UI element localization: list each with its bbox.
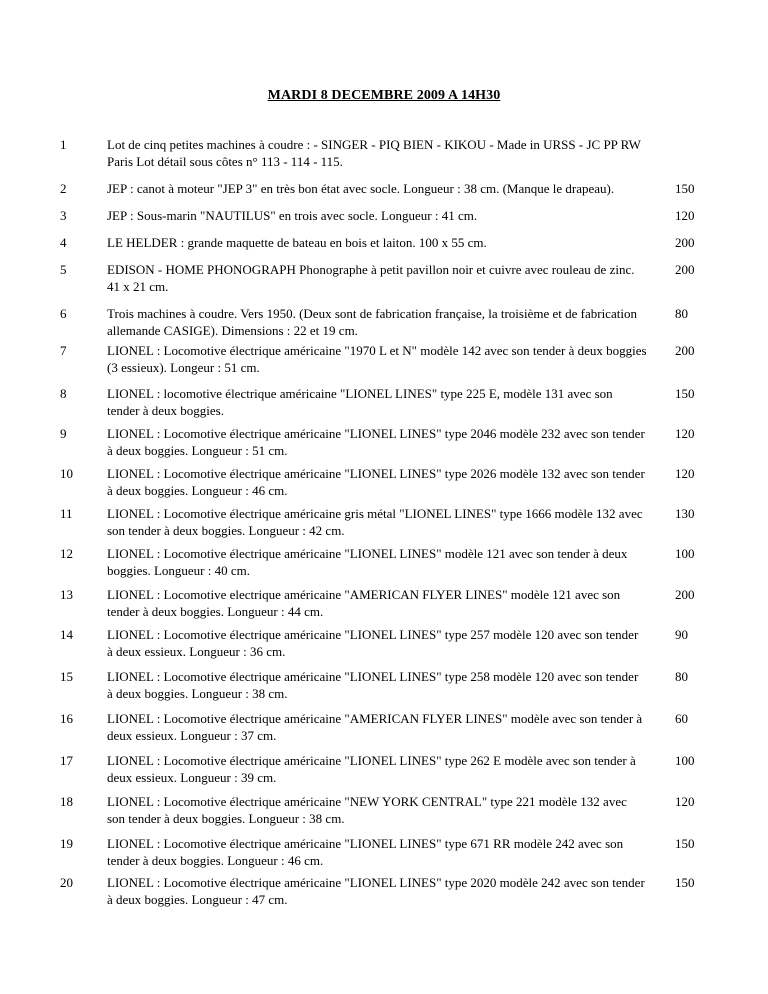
lot-description: LIONEL : Locomotive électrique américaine "LIONEL LINES" type 258 modèle 120 avec son tender à deux boggies. Longueur : 38 cm. bbox=[107, 669, 639, 701]
lot-number: 12 bbox=[60, 546, 73, 561]
lot-description: LIONEL : Locomotive électrique américaine "1970 L et N" modèle 142 avec son tender à deux boggies (3 essieux). Longeur : 51 cm. bbox=[107, 343, 647, 375]
lot-number: 19 bbox=[60, 836, 73, 851]
lot-estimate: 200 bbox=[675, 235, 695, 250]
lot-number: 8 bbox=[60, 386, 67, 401]
lot-number: 13 bbox=[60, 587, 73, 602]
lot-description: LIONEL : Locomotive électrique américaine gris métal "LIONEL LINES" type 1666 modèle 132 avec son tender à deux boggies. Longueur : 42 cm. bbox=[107, 506, 643, 538]
lot-number: 9 bbox=[60, 426, 67, 441]
lot-description: EDISON - HOME PHONOGRAPH Phonographe à petit pavillon noir et cuivre avec rouleau de zinc. 41 x 21 cm. bbox=[107, 262, 635, 294]
lot-description: LE HELDER : grande maquette de bateau en bois et laiton. 100 x 55 cm. bbox=[107, 235, 487, 250]
lot-number: 20 bbox=[60, 875, 73, 890]
lot-description: LIONEL : Locomotive électrique américaine "NEW YORK CENTRAL" type 221 modèle 132 avec son tender à deux boggies. Longueur : 38 cm. bbox=[107, 794, 627, 826]
lot-description: LIONEL : Locomotive électrique américaine "AMERICAN FLYER LINES" modèle avec son tender à deux essieux. Longueur : 37 cm. bbox=[107, 711, 643, 743]
lot-description: LIONEL : Locomotive électrique américaine "LIONEL LINES" type 2046 modèle 232 avec son tender à deux boggies. Longueur : 51 cm. bbox=[107, 426, 645, 458]
lot-estimate: 120 bbox=[675, 208, 695, 223]
lot-number: 10 bbox=[60, 466, 73, 481]
lot-number: 1 bbox=[60, 137, 67, 152]
lot-number: 5 bbox=[60, 262, 67, 277]
lot-estimate: 120 bbox=[675, 426, 695, 441]
lot-estimate: 130 bbox=[675, 506, 695, 521]
lot-description: LIONEL : Locomotive electrique américaine "AMERICAN FLYER LINES" modèle 121 avec son tender à deux boggies. Longueur : 44 cm. bbox=[107, 587, 621, 619]
lot-number: 4 bbox=[60, 235, 67, 250]
lot-estimate: 60 bbox=[675, 711, 688, 726]
lot-estimate: 150 bbox=[675, 875, 695, 890]
lot-number: 11 bbox=[60, 506, 73, 521]
page-title: MARDI 8 DECEMBRE 2009 A 14H30 bbox=[267, 88, 501, 103]
lot-number: 18 bbox=[60, 794, 73, 809]
lot-estimate: 80 bbox=[675, 669, 688, 684]
lot-description: JEP : canot à moteur "JEP 3" en très bon état avec socle. Longueur : 38 cm. (Manque le drapeau). bbox=[107, 181, 615, 196]
lot-number: 6 bbox=[60, 306, 67, 321]
lot-estimate: 150 bbox=[675, 386, 695, 401]
lot-number: 14 bbox=[60, 627, 73, 642]
lot-number: 17 bbox=[60, 753, 73, 768]
lot-number: 7 bbox=[60, 343, 67, 358]
lot-estimate: 200 bbox=[675, 343, 695, 358]
lot-number: 16 bbox=[60, 711, 73, 726]
lot-estimate: 100 bbox=[675, 546, 695, 561]
lot-estimate: 80 bbox=[675, 306, 688, 321]
lot-description: Lot de cinq petites machines à coudre : - SINGER - PIQ BIEN - KIKOU - Made in URSS - JC PP RW Paris Lot détail sous côtes n° 113 - 114 - 115. bbox=[107, 137, 641, 169]
lot-description: LIONEL : Locomotive électrique américaine "LIONEL LINES" type 262 E modèle avec son tender à deux essieux. Longueur : 39 cm. bbox=[107, 753, 636, 785]
lot-number: 3 bbox=[60, 208, 67, 223]
lot-estimate: 200 bbox=[675, 262, 695, 277]
lot-estimate: 120 bbox=[675, 466, 695, 481]
lot-description: JEP : Sous-marin "NAUTILUS" en trois avec socle. Longueur : 41 cm. bbox=[107, 208, 478, 223]
lot-description: LIONEL : locomotive électrique américaine "LIONEL LINES" type 225 E, modèle 131 avec son tender à deux boggies. bbox=[107, 386, 613, 418]
lot-description: LIONEL : Locomotive électrique américaine "LIONEL LINES" type 2026 modèle 132 avec son tender à deux boggies. Longueur : 46 cm. bbox=[107, 466, 645, 498]
lot-estimate: 120 bbox=[675, 794, 695, 809]
lot-description: LIONEL : Locomotive électrique américaine "LIONEL LINES" modèle 121 avec son tender à deux boggies. Longueur : 40 cm. bbox=[107, 546, 628, 578]
lot-description: LIONEL : Locomotive électrique américaine "LIONEL LINES" type 257 modèle 120 avec son tender à deux essieux. Longueur : 36 cm. bbox=[107, 627, 639, 659]
lot-description: Trois machines à coudre. Vers 1950. (Deux sont de fabrication française, la troisième et de fabrication allemande CASIGE). Dimensions : 22 et 19 cm. bbox=[107, 306, 637, 338]
lot-estimate: 100 bbox=[675, 753, 695, 768]
lot-estimate: 90 bbox=[675, 627, 688, 642]
lot-description: LIONEL : Locomotive électrique américaine "LIONEL LINES" type 671 RR modèle 242 avec son tender à deux boggies. Longueur : 46 cm. bbox=[107, 836, 624, 868]
lot-estimate: 200 bbox=[675, 587, 695, 602]
lot-number: 15 bbox=[60, 669, 73, 684]
lot-number: 2 bbox=[60, 181, 67, 196]
lot-description: LIONEL : Locomotive électrique américaine "LIONEL LINES" type 2020 modèle 242 avec son tender à deux boggies. Longueur : 47 cm. bbox=[107, 875, 645, 907]
lot-estimate: 150 bbox=[675, 836, 695, 851]
lot-estimate: 150 bbox=[675, 181, 695, 196]
